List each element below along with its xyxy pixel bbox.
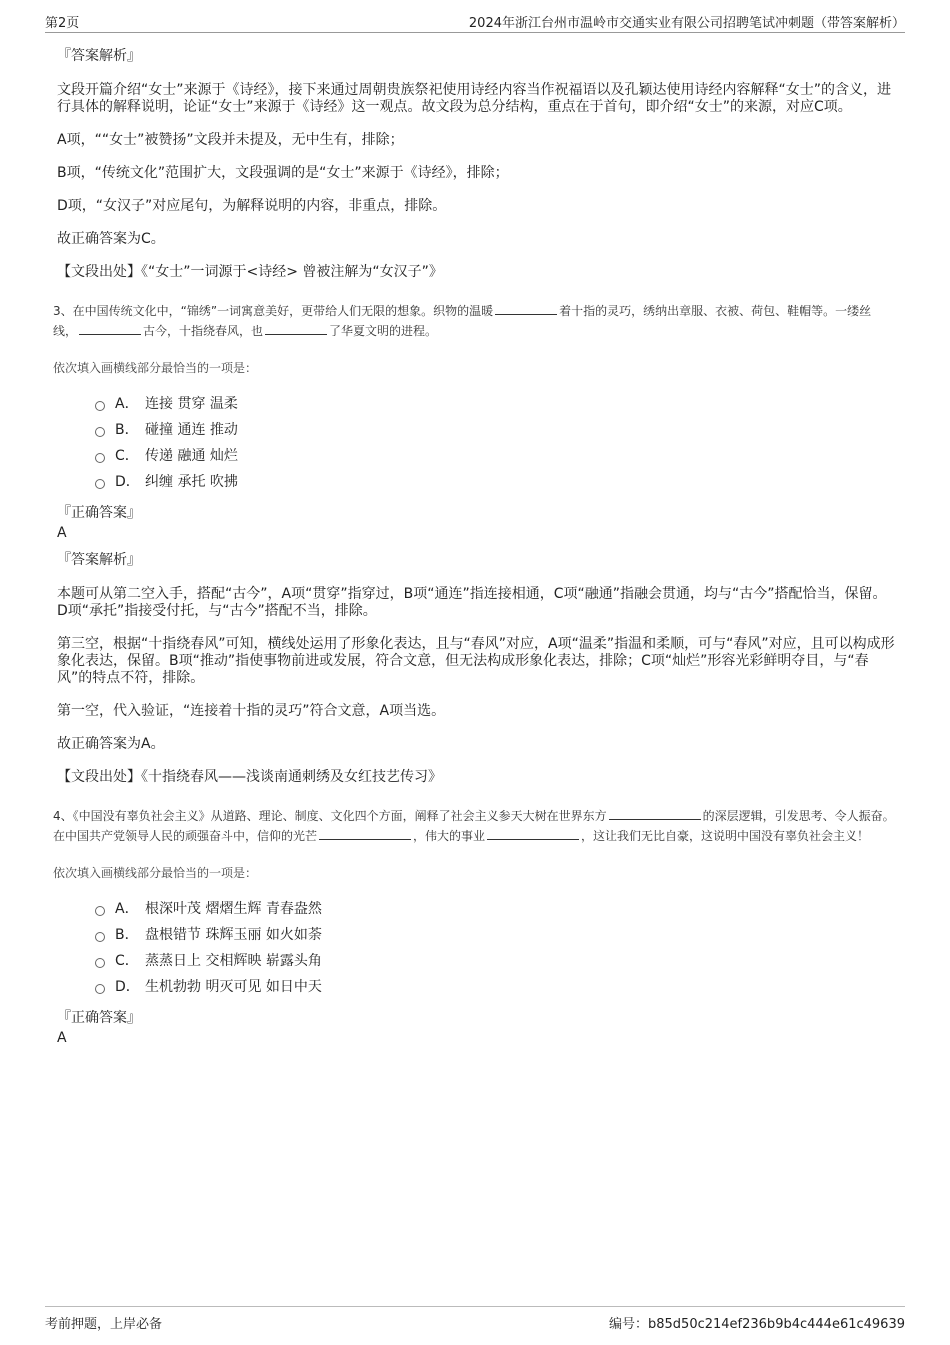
correct-answer-title: 『正确答案』 [57,505,141,521]
analysis-paragraph: D项，“女汉子”对应尾句，为解释说明的内容，非重点，排除。 [57,198,447,214]
footer-slogan: 考前押题，上岸必备 [45,1317,163,1332]
analysis-paragraph: 本题可从第二空入手，搭配“古今”，A项“贯穿”指穿过，B项“通连”指连接相通，C项“融通”指融会贯通，均与“古今”搭配恰当，保留。D项“承托”指接受付托，与“古今”搭配不当，排除。 [57,586,887,619]
option-a[interactable]: A． 连接 贯穿 温柔 [95,391,895,417]
analysis-paragraph: B项，“传统文化”范围扩大，文段强调的是“女士”来源于《诗经》，排除； [57,165,509,181]
analysis-title: 『答案解析』 [57,48,141,64]
blank-line [319,826,411,840]
blank-line [79,321,141,335]
option-c[interactable]: C． 传递 融通 灿烂 [95,443,895,469]
radio-icon[interactable] [95,906,105,916]
analysis-paragraph: A项，““女士”被赞扬”文段并未提及，无中生有，排除； [57,132,404,148]
question-4: 4、《中国没有辜负社会主义》从道路、理论、制度、文化四个方面，阐释了社会主义参天大树在世界东方 的深层逻辑，引发思考、令人振奋。在中国共产党领导人民的顽强奋斗中，信仰的光芒 ，伟大的事业 ，这让我们无比自豪，这说明中国没有辜负社会主义！ [53,806,895,846]
correct-answer-title: 『正确答案』 [57,1010,141,1026]
analysis-paragraph: 故正确答案为C。 [57,231,165,247]
document-title: 2024年浙江台州市温岭市交通实业有限公司招聘笔试冲刺题（带答案解析） [468,16,905,31]
option-d[interactable]: D． 纠缠 承托 吹拂 [95,469,895,495]
options-list [95,896,895,1000]
analysis-paragraph: 第一空，代入验证，“连接着十指的灵巧”符合文意，A项当选。 [57,703,446,719]
analysis-paragraph: 第三空，根据“十指绕春风”可知，横线处运用了形象化表达，且与“春风”对应，A项“温柔”指温和柔顺，可与“春风”对应，且可以构成形象化表达，保留。B项“推动”指使事物前进或发展，符合文意，但无法构成形象化表达，排除；C项“灿烂”形容光彩鲜明夺目，与“春风”的特点不符，排除。 [57,636,895,686]
analysis-paragraph: 故正确答案为A。 [57,736,165,752]
question-prompt: 依次填入画横线部分最恰当的一项是： [53,866,258,880]
radio-icon[interactable] [95,958,105,968]
question-3: 3、在中国传统文化中，“锦绣”一词寓意美好，更带给人们无限的想象。织物的温暖 着十指的灵巧，绣纳出章服、衣被、荷包、鞋帽等。一缕丝线， 古今，十指绕春风，也 了华夏文明的进程。 [53,301,895,341]
option-d[interactable]: D． 生机勃勃 明灭可见 如日中天 [95,974,895,1000]
page-header [45,10,905,33]
blank-line [495,301,557,315]
blank-line [487,826,579,840]
question-prompt: 依次填入画横线部分最恰当的一项是： [53,361,258,375]
blank-line [265,321,327,335]
option-b[interactable]: B． 盘根错节 珠辉玉丽 如火如荼 [95,922,895,948]
page-footer [45,1306,905,1333]
analysis-paragraph: 文段开篇介绍“女士”来源于《诗经》，接下来通过周朝贵族祭祀使用诗经内容当作祝福语以及孔颖达使用诗经内容解释“女士”的含义，进行具体的解释说明，论证“女士”来源于《诗经》这一观点。故文段为总分结构，重点在于首句，即介绍“女士”的来源，对应C项。 [57,82,892,115]
radio-icon[interactable] [95,401,105,411]
text-source: 【文段出处】《十指绕春风——浅谈南通刺绣及女红技艺传习》 [57,769,442,785]
option-c[interactable]: C． 蒸蒸日上 交相辉映 崭露头角 [95,948,895,974]
correct-answer: A [57,525,67,541]
radio-icon[interactable] [95,479,105,489]
radio-icon[interactable] [95,984,105,994]
options-list [95,391,895,495]
document-id: 编号：b85d50c214ef236b9b4c444e61c49639 [609,1317,905,1332]
page-number: 第2页 [45,16,80,31]
radio-icon[interactable] [95,427,105,437]
radio-icon[interactable] [95,932,105,942]
page-content [53,38,895,1047]
analysis-title: 『答案解析』 [57,552,141,568]
blank-line [609,806,701,820]
option-b[interactable]: B． 碰撞 通连 推动 [95,417,895,443]
text-source: 【文段出处】《“女士”一词源于<诗经> 曾被注解为“女汉子”》 [57,264,443,280]
option-a[interactable]: A． 根深叶茂 熠熠生辉 青春盎然 [95,896,895,922]
radio-icon[interactable] [95,453,105,463]
correct-answer: A [57,1030,67,1046]
